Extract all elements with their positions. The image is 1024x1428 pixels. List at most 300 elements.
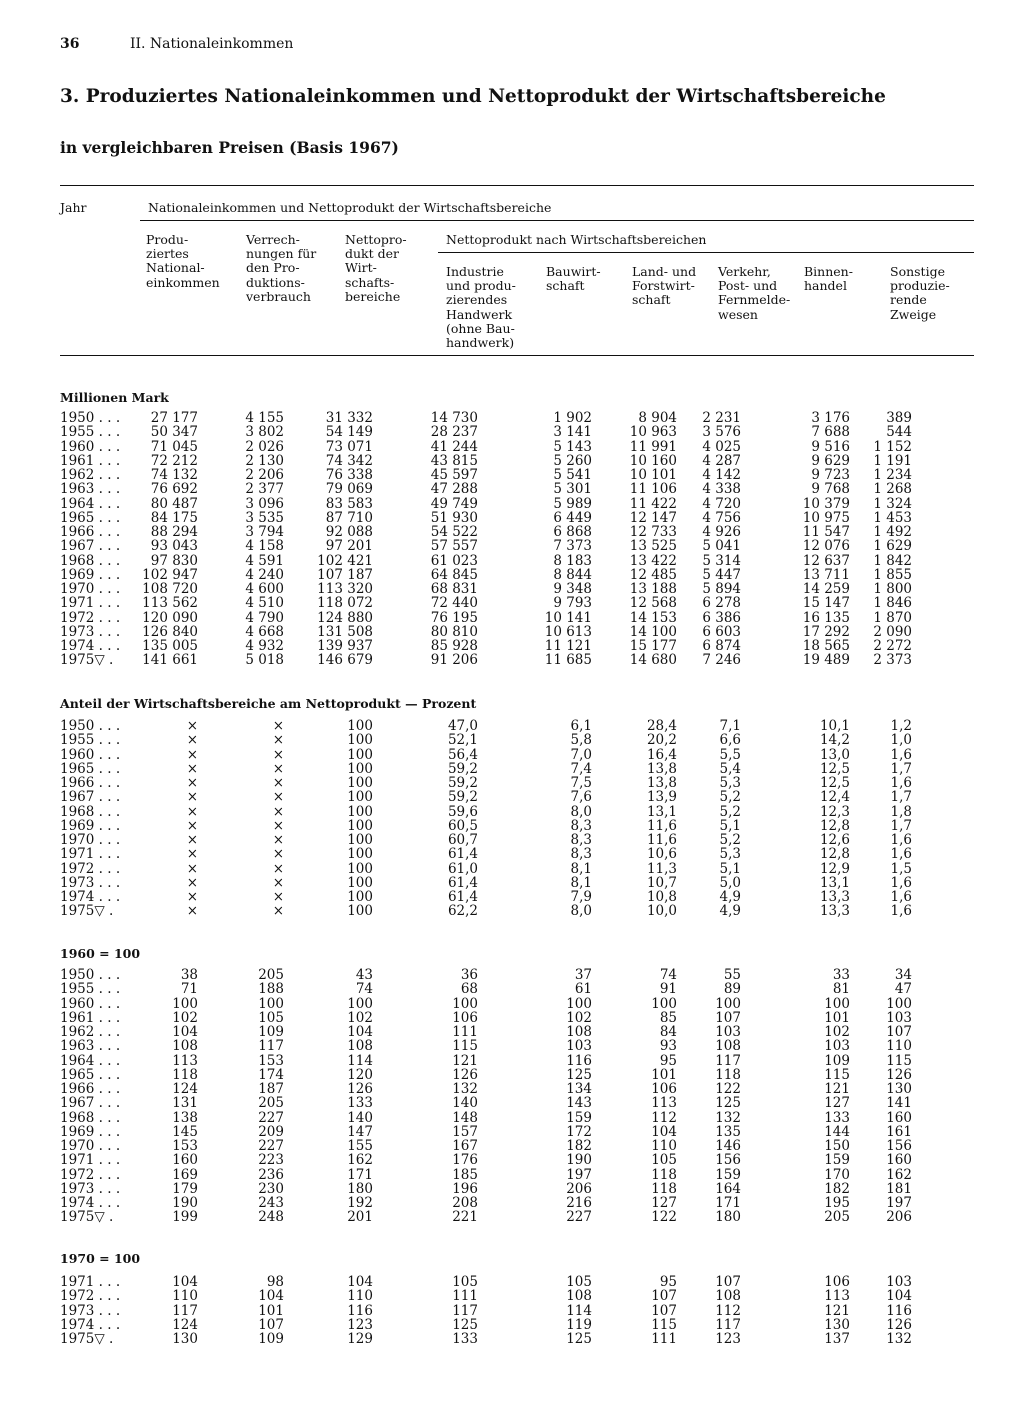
cell-construction: 10 613 — [544, 623, 592, 640]
cell-consumption: × — [272, 789, 284, 806]
cell-trade: 17 292 — [802, 623, 850, 640]
cell-net-total: 100 — [347, 874, 373, 891]
cell-consumption: 98 — [266, 1274, 284, 1290]
cell-transport: 117 — [715, 1316, 741, 1333]
cell-consumption: 5 018 — [245, 652, 284, 669]
cell-year: 1970 . . . — [60, 1138, 121, 1154]
cell-net-total: 100 — [347, 889, 373, 905]
cell-trade: 121 — [824, 1081, 850, 1097]
cell-year: 1971 . . . — [60, 846, 121, 863]
cell-net-total: 123 — [347, 1316, 373, 1333]
cell-consumption: 230 — [258, 1180, 284, 1197]
cell-construction: 172 — [566, 1123, 592, 1140]
col-header-construction: Bauwirt- schaft — [546, 264, 601, 294]
cell-year: 1967 . . . — [60, 538, 121, 555]
cell-net-total: 83 583 — [325, 495, 373, 512]
cell-trade: 12,8 — [819, 817, 850, 834]
cell-net-total: 120 — [347, 1066, 373, 1083]
cell-year: 1972 . . . — [60, 1288, 121, 1305]
cell-net-total: 126 — [347, 1081, 373, 1097]
cell-consumption: 153 — [258, 1052, 284, 1069]
cell-transport: 4 287 — [702, 452, 741, 469]
cell-agriculture: 11,6 — [646, 817, 677, 834]
cell-net-total: 100 — [347, 732, 373, 749]
cell-transport: 123 — [715, 1331, 741, 1347]
cell-trade: 13,0 — [819, 746, 850, 763]
cell-transport: 5,2 — [719, 803, 741, 820]
cell-agriculture: 84 — [659, 1024, 677, 1040]
cell-consumption: 227 — [258, 1138, 284, 1154]
cell-trade: 13,1 — [819, 874, 850, 891]
cell-produced: 199 — [172, 1209, 198, 1226]
cell-agriculture: 74 — [659, 967, 677, 983]
cell-trade: 133 — [824, 1109, 850, 1126]
cell-construction: 119 — [566, 1316, 592, 1333]
cell-year: 1966 . . . — [60, 1081, 121, 1097]
cell-year: 1968 . . . — [60, 803, 121, 820]
cell-agriculture: 12 485 — [629, 566, 677, 583]
cell-transport: 4,9 — [719, 903, 741, 920]
cell-transport: 5,3 — [719, 846, 741, 863]
cell-produced: 97 830 — [150, 552, 198, 569]
cell-year: 1974 . . . — [60, 889, 121, 905]
cell-net-total: 100 — [347, 846, 373, 863]
cell-trade: 81 — [832, 981, 850, 998]
cell-trade: 12,3 — [819, 803, 850, 820]
cell-year: 1962 . . . — [60, 1024, 121, 1040]
cell-agriculture: 110 — [651, 1138, 677, 1154]
cell-transport: 2 231 — [702, 410, 741, 426]
cell-agriculture: 10 101 — [629, 467, 677, 483]
table-row — [0, 1082, 1024, 1096]
cell-agriculture: 13,8 — [646, 775, 677, 791]
cell-produced: 102 947 — [142, 566, 198, 583]
cell-industry: 56,4 — [447, 746, 478, 763]
cell-consumption: × — [272, 817, 284, 834]
cell-consumption: 104 — [258, 1288, 284, 1305]
cell-net-total: 43 — [355, 967, 373, 983]
cell-produced: × — [186, 789, 198, 806]
cell-industry: 68 — [460, 981, 478, 998]
cell-agriculture: 10 160 — [629, 452, 677, 469]
cell-consumption: 223 — [258, 1152, 284, 1169]
cell-construction: 10 141 — [544, 609, 592, 626]
cell-other: 2 272 — [873, 638, 912, 654]
cell-industry: 176 — [452, 1152, 478, 1169]
cell-construction: 7,4 — [570, 760, 592, 777]
cell-produced: × — [186, 860, 198, 877]
cell-transport: 4 756 — [702, 509, 741, 526]
table-title: 3. Produziertes Nationaleinkommen und Nettoprodukt der Wirtschaftsbereiche — [60, 86, 886, 107]
cell-produced: 71 — [180, 981, 198, 998]
cell-agriculture: 85 — [659, 1009, 677, 1026]
cell-construction: 7 373 — [553, 538, 592, 555]
cell-agriculture: 12 733 — [629, 524, 677, 540]
cell-net-total: 102 — [347, 1009, 373, 1026]
cell-net-total: 162 — [347, 1152, 373, 1169]
cell-year: 1969 . . . — [60, 566, 121, 583]
cell-produced: × — [186, 760, 198, 777]
table-row — [0, 876, 1024, 890]
cell-industry: 64 845 — [430, 566, 478, 583]
cell-year: 1973 . . . — [60, 623, 121, 640]
table-row — [0, 748, 1024, 762]
cell-consumption: × — [272, 846, 284, 863]
cell-other: 1,5 — [890, 860, 912, 877]
cell-transport: 4 338 — [702, 481, 741, 498]
table-row — [0, 819, 1024, 833]
cell-agriculture: 10,7 — [646, 874, 677, 891]
table-row — [0, 511, 1024, 525]
cell-consumption: 117 — [258, 1038, 284, 1055]
cell-produced: 27 177 — [150, 410, 198, 426]
cell-year: 1975▽ . — [60, 903, 114, 920]
section-rows — [0, 1275, 1024, 1346]
cell-trade: 10 379 — [802, 495, 850, 512]
table-row — [0, 454, 1024, 468]
table-row — [0, 1025, 1024, 1039]
table-row — [0, 653, 1024, 667]
cell-produced: 126 840 — [142, 623, 198, 640]
section-rows — [0, 719, 1024, 919]
cell-industry: 59,2 — [447, 775, 478, 791]
table-row — [0, 719, 1024, 733]
table-row — [0, 968, 1024, 982]
cell-consumption: 2 130 — [245, 452, 284, 469]
cell-consumption: 205 — [258, 967, 284, 983]
table-row — [0, 790, 1024, 804]
cell-industry: 140 — [452, 1095, 478, 1112]
cell-other: 1,2 — [890, 718, 912, 734]
cell-produced: × — [186, 817, 198, 834]
cell-net-total: 73 071 — [325, 438, 373, 455]
cell-other: 34 — [894, 967, 912, 983]
cell-industry: 115 — [452, 1038, 478, 1055]
cell-trade: 182 — [824, 1180, 850, 1197]
cell-other: 156 — [886, 1138, 912, 1154]
cell-trade: 159 — [824, 1152, 850, 1169]
cell-net-total: 100 — [347, 775, 373, 791]
cell-construction: 105 — [566, 1274, 592, 1290]
cell-trade: 10 975 — [802, 509, 850, 526]
cell-consumption: × — [272, 746, 284, 763]
cell-produced: 100 — [172, 995, 198, 1012]
table-row — [0, 733, 1024, 747]
cell-net-total: 97 201 — [325, 538, 373, 555]
cell-consumption: 4 510 — [245, 595, 284, 612]
cell-year: 1955 . . . — [60, 981, 121, 998]
cell-year: 1965 . . . — [60, 1066, 121, 1083]
cell-other: 1 453 — [873, 509, 912, 526]
cell-produced: 102 — [172, 1009, 198, 1026]
cell-industry: 61,0 — [447, 860, 478, 877]
cell-agriculture: 107 — [651, 1302, 677, 1319]
cell-agriculture: 100 — [651, 995, 677, 1012]
table-row — [0, 805, 1024, 819]
cell-transport: 171 — [715, 1195, 741, 1211]
col-header-other: Sonstige produzie- rende Zweige — [890, 264, 950, 322]
cell-consumption: 4 790 — [245, 609, 284, 626]
cell-industry: 185 — [452, 1166, 478, 1183]
cell-agriculture: 111 — [651, 1331, 677, 1347]
cell-year: 1972 . . . — [60, 609, 121, 626]
cell-transport: 112 — [715, 1302, 741, 1319]
cell-construction: 8,1 — [570, 860, 592, 877]
cell-transport: 5,4 — [719, 760, 741, 777]
cell-produced: 93 043 — [150, 538, 198, 555]
cell-industry: 125 — [452, 1316, 478, 1333]
cell-year: 1963 . . . — [60, 1038, 121, 1055]
table-row — [0, 1068, 1024, 1082]
table-row — [0, 440, 1024, 454]
cell-construction: 9 348 — [553, 581, 592, 597]
cell-construction: 61 — [574, 981, 592, 998]
cell-industry: 43 815 — [430, 452, 478, 469]
cell-year: 1960 . . . — [60, 438, 121, 455]
cell-consumption: 4 155 — [245, 410, 284, 426]
cell-net-total: 100 — [347, 860, 373, 877]
cell-year: 1961 . . . — [60, 452, 121, 469]
cell-agriculture: 127 — [651, 1195, 677, 1211]
cell-industry: 80 810 — [430, 623, 478, 640]
cell-year: 1963 . . . — [60, 481, 121, 498]
cell-year: 1964 . . . — [60, 495, 121, 512]
cell-produced: × — [186, 732, 198, 749]
cell-other: 1 629 — [873, 538, 912, 555]
cell-transport: 4,9 — [719, 889, 741, 905]
col-header-produced: Produ- ziertes National- einkommen — [146, 232, 220, 290]
cell-produced: 130 — [172, 1331, 198, 1347]
cell-industry: 132 — [452, 1081, 478, 1097]
cell-transport: 7,1 — [719, 718, 741, 734]
cell-produced: 131 — [172, 1095, 198, 1112]
cell-agriculture: 11 422 — [629, 495, 677, 512]
table-row — [0, 582, 1024, 596]
cell-trade: 18 565 — [802, 638, 850, 654]
cell-consumption: 4 591 — [245, 552, 284, 569]
cell-other: 1,6 — [890, 832, 912, 848]
cell-consumption: 4 240 — [245, 566, 284, 583]
cell-construction: 37 — [574, 967, 592, 983]
cell-produced: × — [186, 889, 198, 905]
cell-other: 1,7 — [890, 789, 912, 806]
cell-trade: 205 — [824, 1209, 850, 1226]
cell-trade: 14 259 — [802, 581, 850, 597]
cell-other: 126 — [886, 1316, 912, 1333]
cell-other: 206 — [886, 1209, 912, 1226]
header-rule-2 — [438, 252, 974, 253]
cell-trade: 9 516 — [811, 438, 850, 455]
cell-produced: 71 045 — [150, 438, 198, 455]
cell-agriculture: 11 106 — [629, 481, 677, 498]
cell-transport: 156 — [715, 1152, 741, 1169]
cell-agriculture: 11,3 — [646, 860, 677, 877]
cell-agriculture: 104 — [651, 1123, 677, 1140]
cell-produced: 124 — [172, 1081, 198, 1097]
cell-net-total: 113 320 — [317, 581, 373, 597]
cell-year: 1950 . . . — [60, 410, 121, 426]
cell-year: 1972 . . . — [60, 1166, 121, 1183]
cell-construction: 5 260 — [553, 452, 592, 469]
cell-construction: 182 — [566, 1138, 592, 1154]
cell-net-total: 108 — [347, 1038, 373, 1055]
cell-agriculture: 8 904 — [638, 410, 677, 426]
cell-year: 1950 . . . — [60, 718, 121, 734]
table-row — [0, 776, 1024, 790]
cell-net-total: 124 880 — [317, 609, 373, 626]
cell-construction: 9 793 — [553, 595, 592, 612]
cell-net-total: 100 — [347, 760, 373, 777]
cell-consumption: × — [272, 760, 284, 777]
cell-produced: 138 — [172, 1109, 198, 1126]
cell-construction: 8 183 — [553, 552, 592, 569]
cell-construction: 134 — [566, 1081, 592, 1097]
cell-other: 1 191 — [873, 452, 912, 469]
cell-construction: 8 844 — [553, 566, 592, 583]
cell-other: 1,6 — [890, 746, 912, 763]
cell-industry: 59,2 — [447, 760, 478, 777]
cell-trade: 130 — [824, 1316, 850, 1333]
cell-produced: 104 — [172, 1024, 198, 1040]
table-row — [0, 890, 1024, 904]
cell-other: 126 — [886, 1066, 912, 1083]
cell-year: 1967 . . . — [60, 1095, 121, 1112]
cell-produced: 104 — [172, 1274, 198, 1290]
cell-consumption: 2 377 — [245, 481, 284, 498]
table-row — [0, 1054, 1024, 1068]
cell-trade: 9 723 — [811, 467, 850, 483]
cell-agriculture: 20,2 — [646, 732, 677, 749]
cell-other: 1,0 — [890, 732, 912, 749]
cell-industry: 61,4 — [447, 874, 478, 891]
cell-produced: 74 132 — [150, 467, 198, 483]
table-row — [0, 1111, 1024, 1125]
cell-transport: 146 — [715, 1138, 741, 1154]
cell-other: 103 — [886, 1009, 912, 1026]
table-row — [0, 639, 1024, 653]
table-row — [0, 568, 1024, 582]
cell-industry: 57 557 — [430, 538, 478, 555]
cell-other: 104 — [886, 1288, 912, 1305]
cell-other: 544 — [886, 424, 912, 441]
cell-consumption: 2 206 — [245, 467, 284, 483]
cell-other: 1,8 — [890, 803, 912, 820]
cell-other: 1,6 — [890, 874, 912, 891]
cell-construction: 11 685 — [544, 652, 592, 669]
cell-consumption: × — [272, 775, 284, 791]
cell-trade: 9 768 — [811, 481, 850, 498]
cell-other: 2 090 — [873, 623, 912, 640]
cell-year: 1974 . . . — [60, 1316, 121, 1333]
cell-industry: 47,0 — [447, 718, 478, 734]
cell-consumption: × — [272, 718, 284, 734]
cell-year: 1960 . . . — [60, 995, 121, 1012]
table-row — [0, 539, 1024, 553]
cell-construction: 159 — [566, 1109, 592, 1126]
cell-year: 1975▽ . — [60, 652, 114, 669]
cell-year: 1965 . . . — [60, 509, 121, 526]
cell-trade: 9 629 — [811, 452, 850, 469]
table-row — [0, 1210, 1024, 1224]
cell-transport: 6 278 — [702, 595, 741, 612]
table-row — [0, 468, 1024, 482]
cell-industry: 100 — [452, 995, 478, 1012]
cell-other: 160 — [886, 1109, 912, 1126]
cell-industry: 60,7 — [447, 832, 478, 848]
cell-consumption: 109 — [258, 1024, 284, 1040]
cell-other: 2 373 — [873, 652, 912, 669]
cell-transport: 6 874 — [702, 638, 741, 654]
cell-industry: 121 — [452, 1052, 478, 1069]
cell-transport: 180 — [715, 1209, 741, 1226]
cell-consumption: 100 — [258, 995, 284, 1012]
cell-net-total: 192 — [347, 1195, 373, 1211]
cell-other: 47 — [894, 981, 912, 998]
cell-net-total: 116 — [347, 1302, 373, 1319]
cell-consumption: × — [272, 889, 284, 905]
cell-agriculture: 106 — [651, 1081, 677, 1097]
cell-construction: 197 — [566, 1166, 592, 1183]
cell-industry: 221 — [452, 1209, 478, 1226]
cell-trade: 7 688 — [811, 424, 850, 441]
cell-produced: 153 — [172, 1138, 198, 1154]
cell-year: 1975▽ . — [60, 1209, 114, 1226]
cell-other: 130 — [886, 1081, 912, 1097]
cell-industry: 68 831 — [430, 581, 478, 597]
cell-other: 115 — [886, 1052, 912, 1069]
cell-year: 1964 . . . — [60, 1052, 121, 1069]
cell-net-total: 100 — [347, 817, 373, 834]
table-row — [0, 1168, 1024, 1182]
cell-agriculture: 115 — [651, 1316, 677, 1333]
cell-industry: 51 930 — [430, 509, 478, 526]
cell-industry: 133 — [452, 1331, 478, 1347]
cell-construction: 100 — [566, 995, 592, 1012]
cell-net-total: 100 — [347, 746, 373, 763]
cell-transport: 5 041 — [702, 538, 741, 555]
cell-industry: 41 244 — [430, 438, 478, 455]
col-header-net-total: Nettopro- dukt der Wirt- schafts- bereiche — [345, 232, 407, 304]
table-row — [0, 1125, 1024, 1139]
table-row — [0, 1304, 1024, 1318]
cell-consumption: 187 — [258, 1081, 284, 1097]
cell-other: 141 — [886, 1095, 912, 1112]
cell-agriculture: 107 — [651, 1288, 677, 1305]
cell-net-total: 74 — [355, 981, 373, 998]
table-row — [0, 904, 1024, 918]
cell-construction: 6 868 — [553, 524, 592, 540]
cell-year: 1968 . . . — [60, 552, 121, 569]
cell-industry: 111 — [452, 1288, 478, 1305]
cell-produced: 117 — [172, 1302, 198, 1319]
cell-construction: 114 — [566, 1302, 592, 1319]
cell-produced: 110 — [172, 1288, 198, 1305]
cell-produced: 84 175 — [150, 509, 198, 526]
section-rows — [0, 411, 1024, 668]
cell-produced: × — [186, 832, 198, 848]
cell-transport: 103 — [715, 1024, 741, 1040]
cell-consumption: × — [272, 803, 284, 820]
cell-transport: 89 — [723, 981, 741, 998]
cell-trade: 13 711 — [802, 566, 850, 583]
cell-trade: 109 — [824, 1052, 850, 1069]
table-row — [0, 997, 1024, 1011]
cell-net-total: 140 — [347, 1109, 373, 1126]
cell-produced: 72 212 — [150, 452, 198, 469]
cell-transport: 4 025 — [702, 438, 741, 455]
cell-construction: 5,8 — [570, 732, 592, 749]
cell-industry: 61 023 — [430, 552, 478, 569]
